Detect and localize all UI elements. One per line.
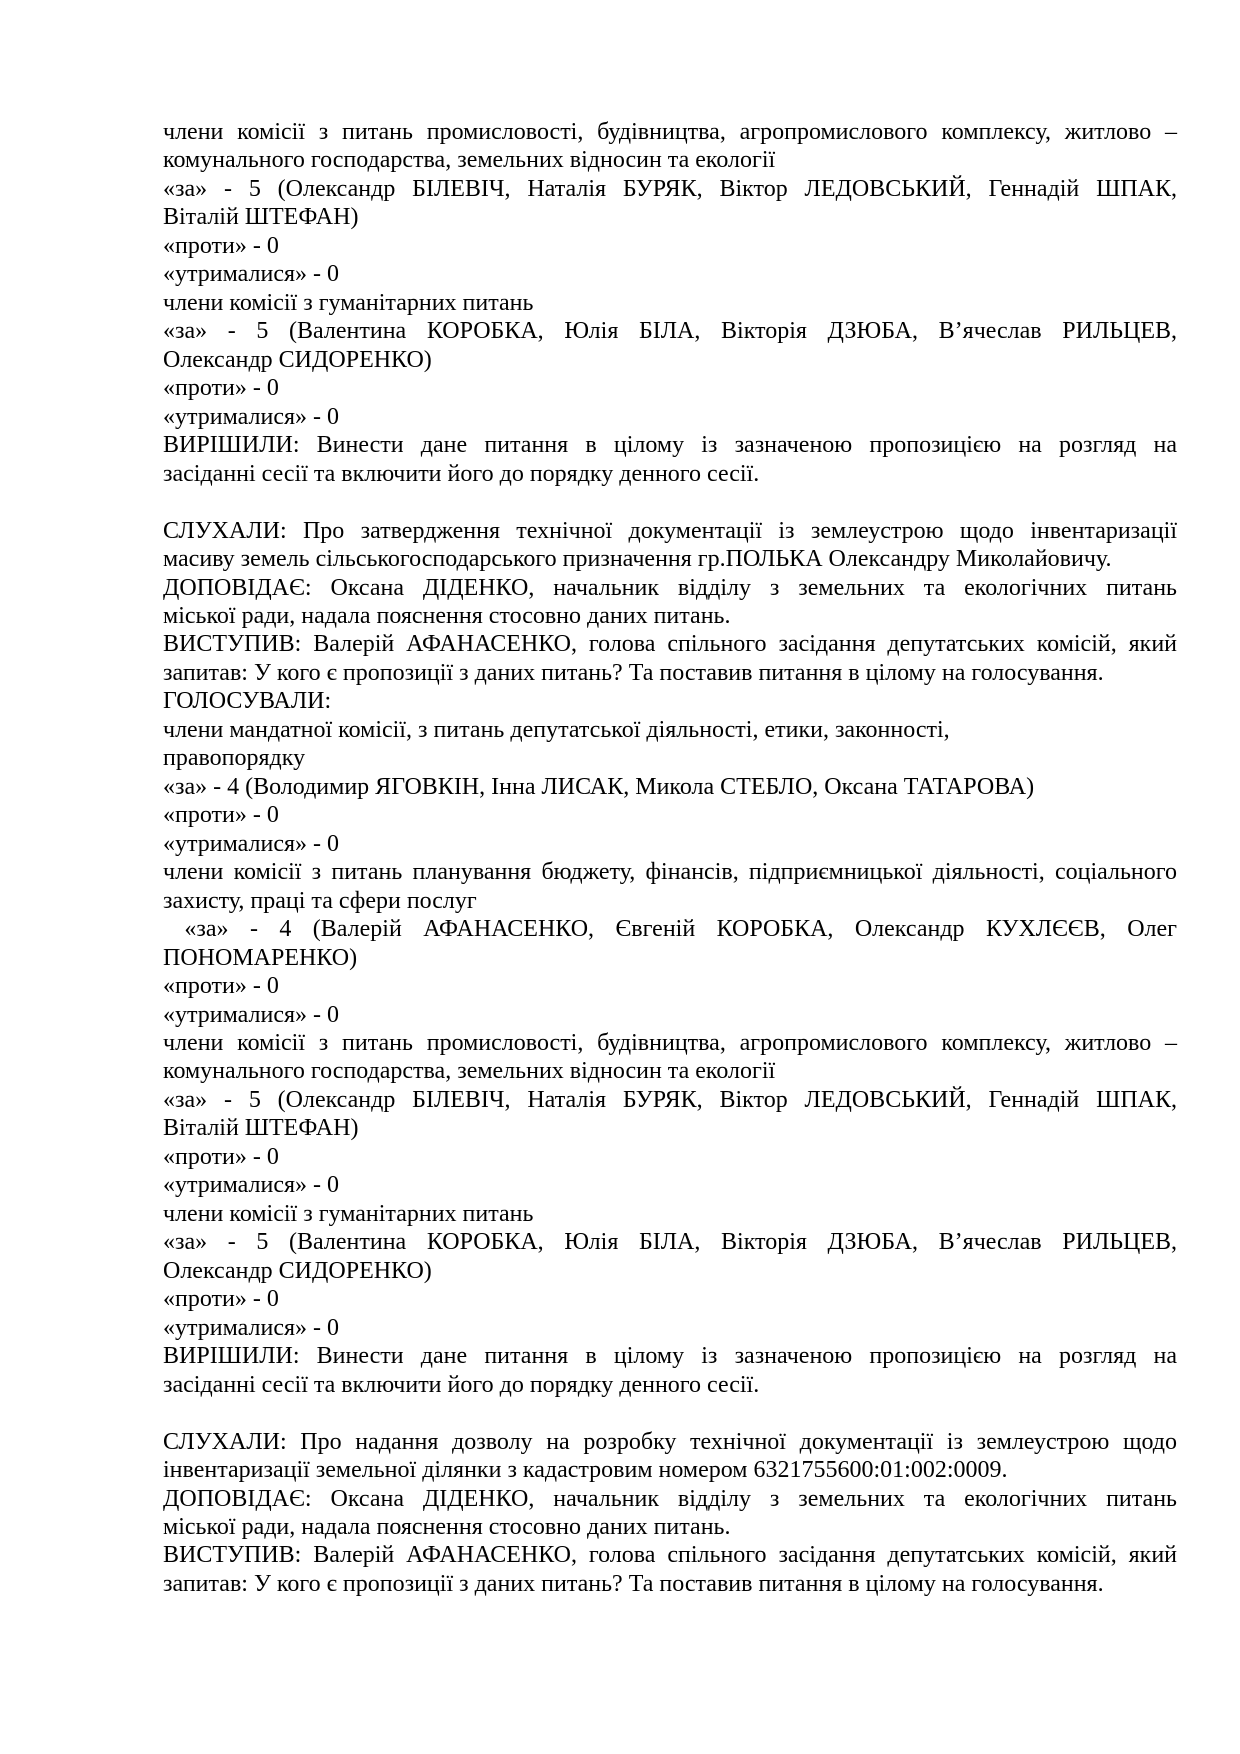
text-line: «проти» - 0 [163,1286,279,1313]
text-line: засіданні сесії та включити його до порядку денного сесії. [163,460,760,487]
text-line: Олександр СИДОРЕНКО) [163,346,432,373]
blank-line [163,1399,1177,1427]
text-line: «утрималися» - 0 [163,1314,340,1341]
text-line: запитав: У кого є пропозиції з даних питань? Та поставив питання в цілому на голосування. [163,659,1104,686]
text-line: «за» - 4 (Володимир ЯГОВКІН, Інна ЛИСАК, Микола СТЕБЛО, Оксана ТАТАРОВА) [163,773,1035,800]
text-line: ВИРІШИЛИ: Винести дане питання в цілому із зазначеною пропозицією на розгляд на [163,432,1177,459]
text-line: комунального господарства, земельних відносин та екології [163,1058,776,1085]
text-line: захисту, праці та сфери послуг [163,887,477,914]
blank-line [163,488,1177,516]
text-line: інвентаризації земельної ділянки з кадастровим номером 6321755600:01:002:0009. [163,1457,1008,1484]
text-line: члени комісії з питань промисловості, будівництва, агропромислового комплексу, житлово – [163,119,1177,145]
text-line: ГОЛОСУВАЛИ: [163,688,332,715]
text-line: члени комісії з питань промисловості, будівництва, агропромислового комплексу, житлово – [163,1030,1177,1056]
text-line: «утрималися» - 0 [163,1001,340,1028]
text-line: «проти» - 0 [163,232,279,259]
text-line: «проти» - 0 [163,802,279,829]
text-line: «проти» - 0 [163,1143,279,1170]
text-line: члени мандатної комісії, з питань депутатської діяльності, етики, законності, [163,716,950,743]
text-line: «за» - 4 (Валерій АФАНАСЕНКО, Євгеній КОРОБКА, Олександр КУХЛЄЄВ, Олег [163,916,1177,943]
text-line: «утрималися» - 0 [163,830,340,857]
text-line: «проти» - 0 [163,973,279,1000]
text-line: члени комісії з питань планування бюджету, фінансів, підприємницької діяльності, соціального [163,859,1177,886]
text-line: «утрималися» - 0 [163,403,340,430]
text-line: ПОНОМАРЕНКО) [163,944,358,971]
text-line: «утрималися» - 0 [163,261,340,288]
text-line: міської ради, надала пояснення стосовно даних питань. [163,1513,731,1540]
text-line: ДОПОВІДАЄ: Оксана ДІДЕНКО, начальник відділу з земельних та екологічних питань [163,1485,1177,1512]
text-line: Олександр СИДОРЕНКО) [163,1257,432,1284]
text-line: міської ради, надала пояснення стосовно даних питань. [163,602,731,629]
text-line: СЛУХАЛИ: Про надання дозволу на розробку технічної документації із землеустрою щодо [163,1428,1177,1455]
text-line: «за» - 5 (Олександр БІЛЕВІЧ, Наталія БУРЯК, Віктор ЛЕДОВСЬКИЙ, Геннадій ШПАК, [163,175,1177,202]
text-line: Віталій ШТЕФАН) [163,1115,359,1142]
text-line: «за» - 5 (Олександр БІЛЕВІЧ, Наталія БУРЯК, Віктор ЛЕДОВСЬКИЙ, Геннадій ШПАК, [163,1086,1177,1113]
document-text [163,118,1177,1598]
text-line: «утрималися» - 0 [163,1172,340,1199]
text-line: Віталій ШТЕФАН) [163,204,359,231]
text-line: ВИРІШИЛИ: Винести дане питання в цілому із зазначеною пропозицією на розгляд на [163,1343,1177,1370]
text-line: «за» - 5 (Валентина КОРОБКА, Юлія БІЛА, Вікторія ДЗЮБА, В’ячеслав РИЛЬЦЕВ, [163,318,1177,345]
text-line: ВИСТУПИВ: Валерій АФАНАСЕНКО, голова спільного засідання депутатських комісій, який [163,631,1177,658]
text-line: правопорядку [163,745,306,772]
text-line: ДОПОВІДАЄ: Оксана ДІДЕНКО, начальник відділу з земельних та екологічних питань [163,574,1177,601]
text-line: запитав: У кого є пропозиції з даних питань? Та поставив питання в цілому на голосування. [163,1570,1104,1597]
text-line: ВИСТУПИВ: Валерій АФАНАСЕНКО, голова спільного засідання депутатських комісій, який [163,1542,1177,1569]
text-line: масиву земель сільськогосподарського призначення гр.ПОЛЬКА Олександру Миколайовичу. [163,546,1112,573]
text-line: СЛУХАЛИ: Про затвердження технічної документації із землеустрою щодо інвентаризації [163,517,1177,544]
text-line: засіданні сесії та включити його до порядку денного сесії. [163,1371,760,1398]
text-line: «за» - 5 (Валентина КОРОБКА, Юлія БІЛА, Вікторія ДЗЮБА, В’ячеслав РИЛЬЦЕВ, [163,1229,1177,1256]
text-line: члени комісії з гуманітарних питань [163,1200,534,1227]
text-line: комунального господарства, земельних відносин та екології [163,147,776,174]
text-line: «проти» - 0 [163,375,279,402]
text-line: члени комісії з гуманітарних питань [163,289,534,316]
